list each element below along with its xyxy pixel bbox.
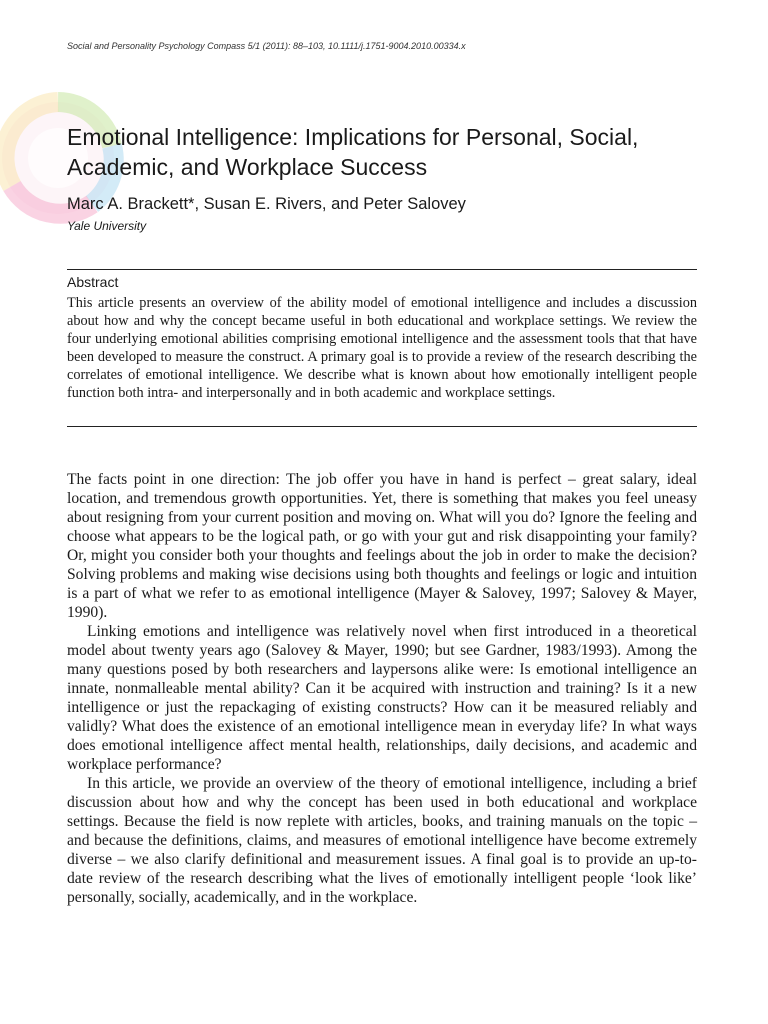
article-title: Emotional Intelligence: Implications for Personal, Social, Academic, and Workplace Success (67, 124, 639, 180)
abstract-heading: Abstract (67, 274, 119, 290)
body-paragraph: Linking emotions and intelligence was relatively novel when first introduced in a theoretical model about twenty years ago (Salovey & Mayer, 1990; but see Gardner, 1983/1993). Among the many questions posed by both researchers and laypersons alike were: Is emotional intelligence an innate, nonmalleable mental ability? Can it be acquired with instruction and training? Is it a new intelligence or just the repackaging of existing constructs? How can it be measured reliably and validly? What does the existence of an emotional intelligence mean in everyday life? In what ways does emotional intelligence affect mental health, relationships, daily decisions, and academic and workplace performance? (67, 623, 697, 773)
body-paragraph: In this article, we provide an overview of the theory of emotional intelligence, including a brief discussion about how and why the concept has been used in both educational and workplace settings. Because the field is now replete with articles, books, and training manuals on the topic – and because the definitions, claims, and measures of emotional intelligence have become extremely diverse – we also clarify definitional and measurement issues. A final goal is to provide an up-to-date review of the research describing what the lives of emotionally intelligent people ‘look like’ personally, socially, academically, and in the workplace. (67, 775, 697, 906)
article-body (67, 470, 697, 907)
article-authors: Marc A. Brackett*, Susan E. Rivers, and Peter Salovey (67, 195, 466, 213)
body-paragraph: The facts point in one direction: The job offer you have in hand is perfect – great salary, ideal location, and tremendous growth opportunities. Yet, there is something that makes you feel uneasy about resigning from your current position and moving on. What will you do? Ignore the feeling and choose what appears to be the logical path, or go with your gut and risk disappointing your family? Or, might you consider both your thoughts and feelings about the job in order to make the decision? Solving problems and making wise decisions using both thoughts and feelings or logic and intuition is a part of what we refer to as emotional intelligence (Mayer & Salovey, 1997; Salovey & Mayer, 1990). (67, 471, 697, 621)
abstract-text: This article presents an overview of the ability model of emotional intelligence and includes a discussion about how and why the concept became useful in both educational and workplace settings. We review the four underlying emotional abilities comprising emotional intelligence and the assessment tools that that have been developed to measure the construct. A primary goal is to provide a review of the research describing the correlates of emotional intelligence. We describe what is known about how emotionally intelligent people function both intra- and interpersonally and in both academic and workplace settings. (67, 295, 697, 401)
abstract-top-rule (67, 269, 697, 270)
abstract-bottom-rule (67, 426, 697, 427)
journal-citation: Social and Personality Psychology Compass 5/1 (2011): 88–103, 10.1111/j.1751-9004.2010.00334.x (67, 41, 466, 51)
author-affiliation: Yale University (67, 219, 147, 233)
